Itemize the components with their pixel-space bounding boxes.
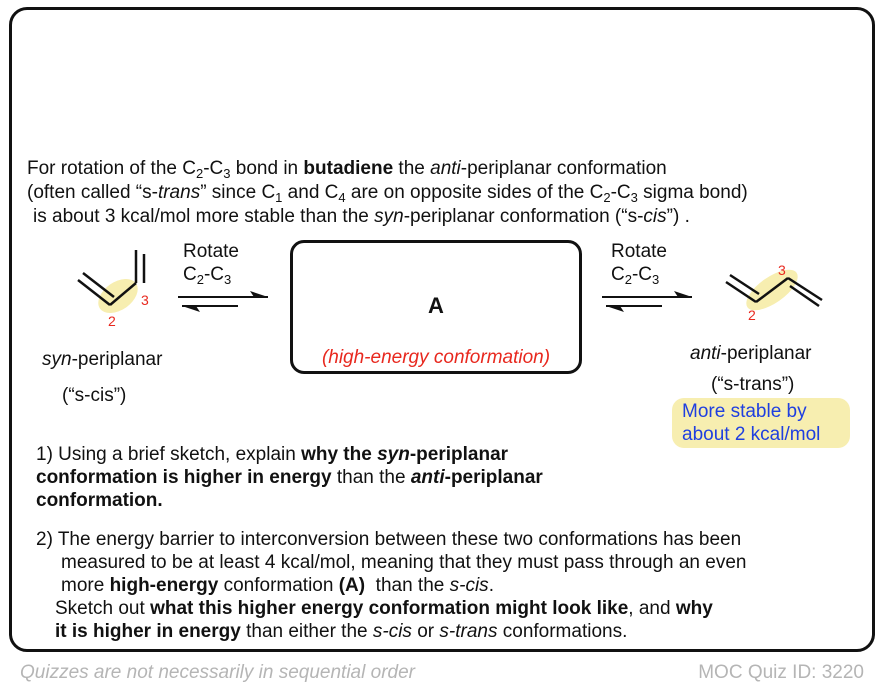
intro-line-3: is about 3 kcal/mol more stable than the syn-periplanar conformation (“s-cis”) . — [33, 206, 690, 227]
s-cis-butadiene-structure — [74, 250, 164, 330]
question-2-line-3: more high-energy conformation (A) than the s-cis. — [61, 575, 494, 596]
rotate-label-left: Rotate — [183, 241, 239, 262]
carbon-3-label: 3 — [141, 292, 149, 308]
more-stable-callout — [672, 398, 850, 448]
question-2-line-4: Sketch out what this higher energy conformation might look like, and why — [55, 598, 713, 619]
conformation-a-box — [290, 240, 582, 374]
bond-label-right: $C_2-C_3$ — [611, 264, 660, 287]
syn-periplanar-label: syn-periplanar — [42, 349, 163, 370]
intro-line-1: For rotation of the $C_2-C_3$ bond in butadiene the anti-periplanar conformation — [27, 158, 667, 181]
s-trans-label: (“s-trans”) — [711, 374, 795, 395]
s-trans-butadiene-structure — [722, 262, 832, 322]
carbon-2-label-right: 2 — [748, 307, 756, 323]
more-stable-line-1: More stable by — [682, 401, 807, 422]
box-a-label: A — [428, 293, 444, 318]
intro-line-2: (often called “s-trans” since $C_1$ and $C_4$ are on opposite sides of the $C_2-C_3$ sigma bond) — [27, 182, 748, 205]
question-1: 1) Using a brief sketch, explain why the syn-periplanar conformation is higher in energy than the anti-periplanar conformation. — [36, 444, 543, 511]
footer-quiz-id: MOC Quiz ID: 3220 — [698, 662, 864, 683]
anti-periplanar-label: anti-periplanar — [690, 343, 812, 364]
rotate-label-right: Rotate — [611, 241, 667, 262]
carbon-2-label: 2 — [108, 313, 116, 329]
question-2-line-1: 2) The energy barrier to interconversion between these two conformations has been — [36, 529, 742, 550]
question-2-line-2: measured to be at least 4 kcal/mol, meaning that they must pass through an even — [61, 552, 747, 573]
equilibrium-arrow-left — [176, 290, 272, 314]
carbon-3-label-right: 3 — [778, 262, 786, 278]
s-cis-label: (“s-cis”) — [62, 385, 127, 406]
bond-label-left: $C_2-C_3$ — [183, 264, 232, 287]
high-energy-conformation-label: (high-energy conformation) — [321, 347, 551, 368]
question-2-line-5: it is higher in energy than either the s-cis or s-trans conformations. — [55, 621, 628, 642]
intro-paragraph — [27, 157, 877, 229]
equilibrium-arrow-right — [600, 290, 696, 314]
footer-sequence-note: Quizzes are not necessarily in sequential order — [20, 662, 415, 683]
question-2 — [36, 528, 746, 643]
more-stable-line-2: about 2 kcal/mol — [682, 424, 821, 445]
